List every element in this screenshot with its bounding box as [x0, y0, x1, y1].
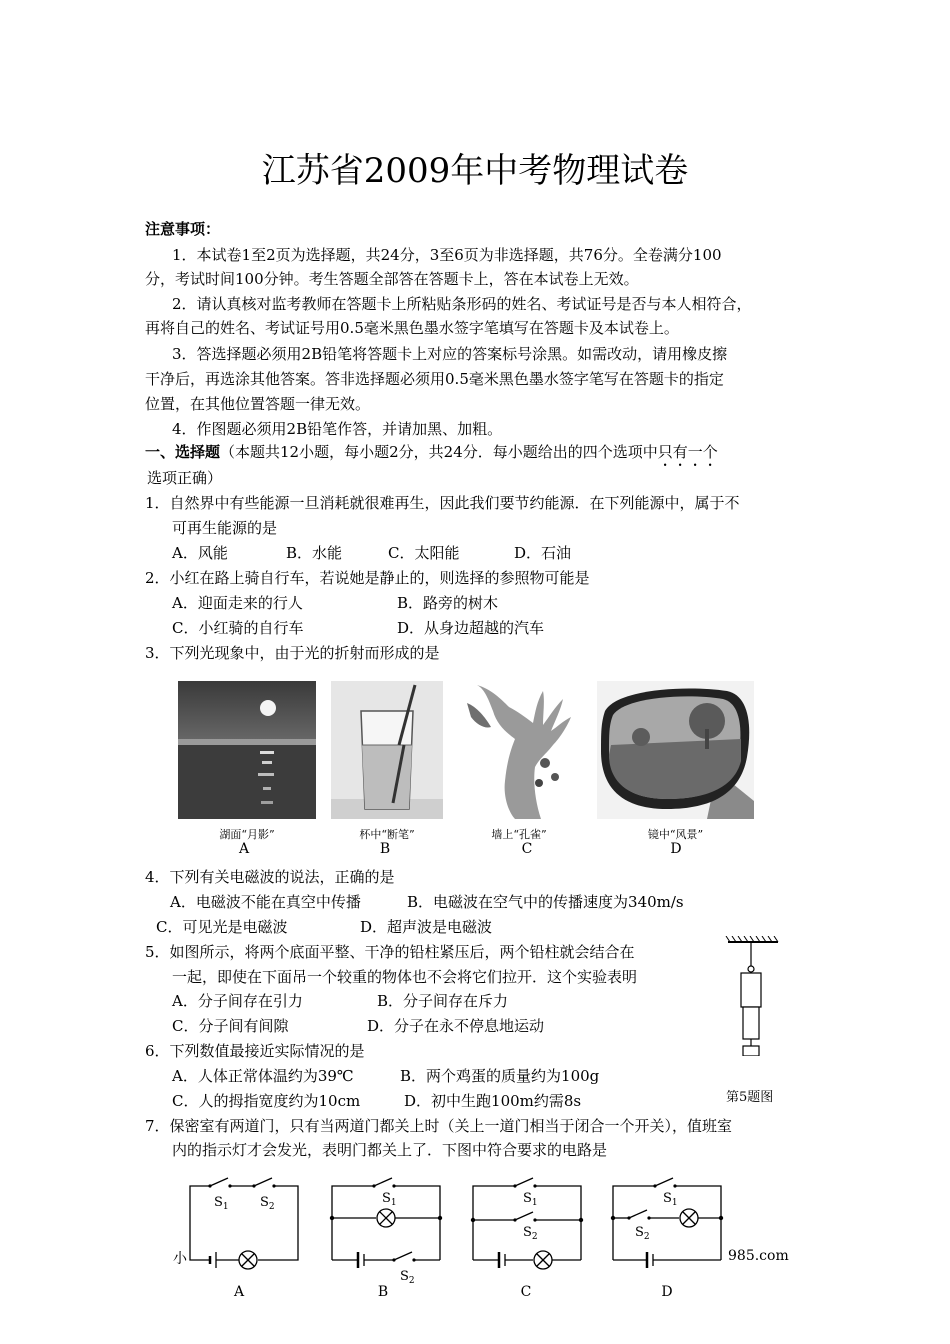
q5-stem-line-1: 5．如图所示，将两个底面平整、干净的铅柱紧压后，两个铅柱就会结合在	[145, 943, 635, 961]
q4-option-d: D．超声波是电磁波	[360, 918, 493, 936]
section-1-label: 一、选择题	[145, 443, 221, 461]
q4-option-a: A．电磁波不能在真空中传播	[170, 893, 361, 911]
notice-item-4: 4．作图题必须用2B铅笔作答，并请加黑、加粗。	[172, 420, 503, 438]
notice-heading: 注意事项：	[145, 220, 221, 238]
notice-item-1-line-2: 分，考试时间100分钟。考生答题全部答在答题卡上，答在本试卷上无效。	[145, 270, 639, 288]
q3-caption-b: 杯中“断笔”	[359, 828, 415, 841]
section-1-emphasis: 只有一个	[657, 443, 718, 461]
q6-option-c: C．人的拇指宽度约为10cm	[172, 1092, 361, 1110]
q1-option-d: D．石油	[514, 544, 572, 562]
q2-option-c: C．小红骑的自行车	[172, 619, 304, 637]
q6-stem: 6．下列数值最接近实际情况的是	[145, 1042, 365, 1060]
q1-stem-line-2: 可再生能源的是	[172, 519, 278, 537]
section-1-desc: （本题共12小题，每小题2分，共24分．每小题给出的四个选项中	[220, 443, 658, 461]
q7-label-b: B	[377, 1284, 389, 1300]
q7-label-a: A	[233, 1284, 245, 1300]
q6-option-d: D．初中生跑100m约需8s	[404, 1092, 582, 1110]
notice-item-2-line-1: 2．请认真核对监考教师在答题卡上所粘贴条形码的姓名、考试证号是否与本人相符合，	[172, 295, 752, 313]
q7-circuit-d	[603, 1168, 733, 1288]
q2-stem: 2．小红在路上骑自行车，若说她是静止的，则选择的参照物可能是	[145, 569, 590, 587]
q7-b-s2-label: $S_2$	[400, 1269, 415, 1286]
q1-stem-line-1: 1．自然界中有些能源一旦消耗就很难再生，因此我们要节约能源．在下列能源中，属于不	[145, 494, 740, 512]
q3-label-d: D	[670, 841, 682, 857]
q1-option-a: A．风能	[172, 544, 228, 562]
q7-c-s2-label: $S_2$	[523, 1225, 538, 1242]
q1-option-b: B．水能	[286, 544, 343, 562]
q7-circuit-a	[180, 1168, 310, 1288]
q7-c-s1-label: $S_1$	[523, 1191, 538, 1208]
notice-item-1-line-1: 1．本试卷1至2页为选择题，共24分，3至6页为非选择题，共76分。全卷满分100	[172, 246, 722, 264]
q3-caption-d: 镜中“风景”	[647, 828, 704, 841]
footer-right-fragment: 985.com	[728, 1248, 789, 1264]
footer-left-fragment: 小	[173, 1251, 187, 1267]
q7-label-d: D	[661, 1284, 673, 1300]
q7-circuit-b	[322, 1168, 452, 1288]
q3-caption-a: 湖面“月影”	[219, 828, 275, 841]
notice-item-3-line-2: 干净后，再选涂其他答案。答非选择题必须用0.5毫米黑色墨水签字笔写在答题卡的指定	[145, 370, 724, 388]
q5-figure-lead-cylinders	[724, 936, 784, 1056]
q5-option-a: A．分子间存在引力	[172, 992, 303, 1010]
q7-d-s2-label: $S_2$	[635, 1225, 650, 1242]
q3-photo-car-mirror	[597, 681, 754, 819]
q6-option-a: A．人体正常体温约为39℃	[172, 1067, 354, 1085]
q5-option-d: D．分子在永不停息地运动	[367, 1017, 545, 1035]
q3-photo-hand-shadow	[463, 681, 575, 819]
q7-a-s2-label: $S_2$	[260, 1195, 275, 1212]
q7-stem-line-1: 7．保密室有两道门，只有当两道门都关上时（关上一道门相当于闭合一个开关），值班室	[145, 1117, 733, 1135]
q2-option-b: B．路旁的树木	[397, 594, 499, 612]
q7-a-s1-label: $S_1$	[214, 1195, 229, 1212]
q3-stem: 3．下列光现象中，由于光的折射而形成的是	[145, 644, 440, 662]
q7-d-s1-label: $S_1$	[663, 1191, 678, 1208]
q7-b-s1-label: $S_1$	[382, 1191, 397, 1208]
q5-figure-caption: 第5题图	[726, 1090, 774, 1105]
section-1-header	[145, 441, 718, 470]
notice-item-2-line-2: 再将自己的姓名、考试证号用0.5毫米黑色墨水签字笔填写在答题卡及本试卷上。	[145, 319, 679, 337]
q7-label-c: C	[520, 1284, 532, 1300]
q3-label-b: B	[379, 841, 391, 857]
q6-option-b: B．两个鸡蛋的质量约为100g	[400, 1067, 600, 1085]
q5-option-b: B．分子间存在斥力	[377, 992, 509, 1010]
section-1-desc-end: 选项正确）	[147, 469, 223, 487]
q3-label-a: A	[238, 841, 250, 857]
page-title: 江苏省2009年中考物理试卷	[261, 151, 689, 191]
q5-option-c: C．分子间有间隙	[172, 1017, 289, 1035]
q2-option-d: D．从身边超越的汽车	[397, 619, 545, 637]
q3-photo-glass-pencil	[331, 681, 443, 819]
notice-item-3-line-1: 3．答选择题必须用2B铅笔将答题卡上对应的答案标号涂黑。如需改动，请用橡皮擦	[172, 345, 728, 363]
q7-stem-line-2: 内的指示灯才会发光，表明门都关上了．下图中符合要求的电路是	[172, 1141, 608, 1159]
q1-option-c: C．太阳能	[388, 544, 460, 562]
q4-option-b: B．电磁波在空气中的传播速度为340m/s	[407, 893, 684, 911]
q2-option-a: A．迎面走来的行人	[172, 594, 303, 612]
q4-stem: 4．下列有关电磁波的说法，正确的是	[145, 868, 395, 886]
q7-circuit-c	[463, 1168, 593, 1288]
q3-photo-lake-moon	[178, 681, 316, 819]
q3-caption-c: 墙上“孔雀”	[491, 828, 547, 841]
notice-item-3-line-3: 位置，在其他位置答题一律无效。	[145, 395, 371, 413]
q5-stem-line-2: 一起，即使在下面吊一个较重的物体也不会将它们拉开．这个实验表明	[172, 968, 638, 986]
q3-label-c: C	[521, 841, 533, 857]
q4-option-c: C．可见光是电磁波	[156, 918, 288, 936]
